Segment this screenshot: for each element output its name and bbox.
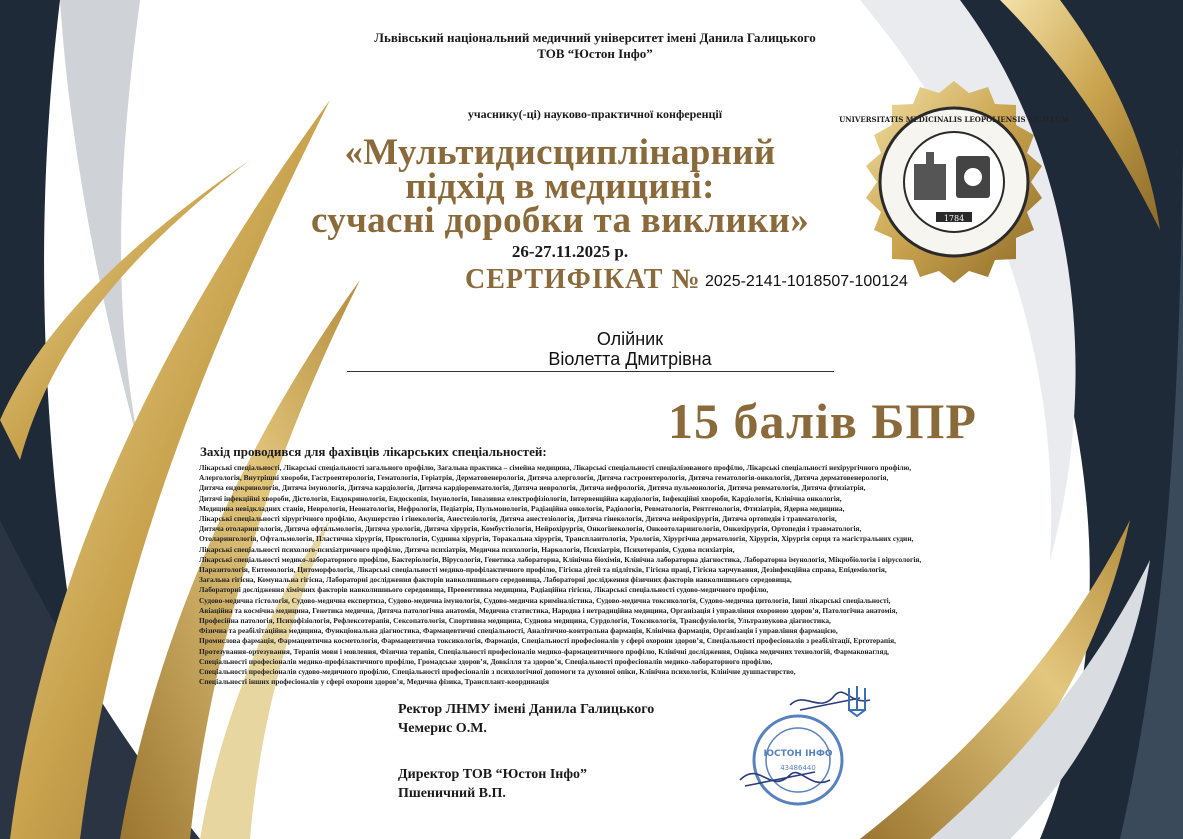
specialties-line: Протезування-ортезування, Терапія мови і мовлення, Фізична терапія, Спеціальності професіоналів медико-фармацевтичного профілю, Клінічні дослідження, Оцінка медичних технологій, Фармаконагляд, bbox=[199, 646, 890, 656]
specialties-line: Лабораторні дослідження хімічних факторів навколишнього середовища, Превентивна медицина, Радіаційна гігієна, Лікарські спеціальності судово-медичного профілю, bbox=[199, 585, 769, 595]
svg-text:UNIVERSITATIS MEDICINALIS LEOP: UNIVERSITATIS MEDICINALIS LEOPOLIENSIS SIGILLUM bbox=[839, 115, 1069, 124]
rector-block bbox=[398, 700, 654, 738]
director-block bbox=[398, 765, 587, 803]
director-name: Пшеничний В.П. bbox=[398, 786, 506, 801]
university-name: Львівський національний медичний університет імені Данила Галицького bbox=[374, 30, 816, 45]
certificate-number: 2025-2141-1018507-100124 bbox=[705, 273, 908, 290]
specialties-line: Лікарські спеціальності медико-лабораторного профілю, Бактеріологія, Вірусологія, Генетика лабораторна, Клінічна біохімія, Клінічна лабораторна діагностика, Лабораторна імунологія, Мікробіологія і вірусологія, bbox=[199, 554, 922, 564]
cpd-points: 15 балів БПР bbox=[668, 393, 977, 449]
name-underline bbox=[347, 371, 834, 372]
director-signature bbox=[740, 772, 830, 786]
specialties-line: Отоларингологія, Офтальмологія, Пластична хірургія, Проктологія, Судинна хірургія, Торакальна хірургія, Трансплантологія, Урологія, Хірургічна дерматологія, Хірургія, Хірургія серця та магістральних судин, bbox=[199, 534, 914, 544]
specialties-line: Паразитологія, Ентомологія, Цитоморфологія, Лікарські спеціальності медико-профілактичного профілю, Гігієна дітей та підлітків, Гігієна праці, Гігієна харчування, Дезінфекційна справа, Епідеміологія, bbox=[199, 565, 887, 575]
company-stamp bbox=[754, 716, 842, 804]
specialties-line: Спеціальності професіоналів судово-медичного профілю, Спеціальності професіоналів з психологічної допомоги та духовної опіки, Клінічна психологія, Клінічне душпастирство, bbox=[199, 667, 796, 677]
rector-name: Чемерис О.М. bbox=[398, 721, 487, 736]
specialties-line: Фізична та реабілітаційна медицина, Функціональна діагностика, Фармацевтичні спеціальності, Аналітично-контрольна фармація, Клінічна фармація, Організація і управління фармацією, bbox=[199, 626, 838, 636]
specialties-line: Авіаційна та космічна медицина, Генетика медична, Дитяча патологічна анатомія, Медична статистика, Народна і нетрадиційна медицина, Організація і управління охороною здоров’я, Патологічна анатомія, bbox=[199, 605, 898, 615]
specialties-line: Промислова фармація, Фармацевтична косметологія, Фармацевтична токсикологія, Фармація, Спеціальності професіоналів у сфері охорони здоров’я, Спеціальності професіоналів з реабілітації, Ерготерапія, bbox=[199, 636, 896, 646]
specialties-line: Загальна гігієна, Комунальна гігієна, Лабораторні дослідження факторів навколишнього середовища, Лабораторні дослідження фізичних факторів навколишнього середовища, bbox=[199, 575, 792, 585]
certificate-label: СЕРТИФІКАТ № bbox=[465, 264, 701, 295]
specialties-line: Дитячі інфекційні хвороби, Дієтологія, Ендокринологія, Ендоскопія, Імунологія, Інвазивна електрофізіологія, Інтервенційна кардіологія, Інфекційні хвороби, Кардіологія, Клінічна онкологія, bbox=[199, 493, 842, 503]
director-title: Директор ТОВ “Юстон Інфо” bbox=[398, 767, 588, 782]
specialties-title: Захід проводився для фахівців лікарських спеціальностей: bbox=[200, 444, 547, 459]
rector-title: Ректор ЛНМУ імені Данила Галицького bbox=[398, 702, 655, 717]
conference-title-line-3: сучасні доробки та виклики» bbox=[310, 200, 810, 241]
svg-text:ЮСТОН ІНФО: ЮСТОН ІНФО bbox=[763, 749, 833, 759]
specialties-line: Дитяча ендокринологія, Дитяча імунологія, Дитяча кардіологія, Дитяча кардіоревматологія, Дитяча неврологія, Дитяча нефрологія, Дитяча пульмонологія, Дитяча ревматологія, Дитяча фтизіатрія, bbox=[199, 483, 866, 493]
conference-title-line-1: «Мультидисциплінарний bbox=[344, 132, 776, 173]
specialties-line: Спеціальності інших професіоналів у сфері охорони здоров’я, Медична фізика, Трансплант-координація bbox=[199, 677, 549, 687]
specialties-line: Спеціальності професіоналів медико-профілактичного профілю, Громадське здоров’я, Довкілля та здоров’я, Спеціальності професіоналів медико-лабораторного профілю, bbox=[199, 656, 773, 666]
specialties-line: Лікарські спеціальності психолого-психіатричного профілю, Дитяча психіатрія, Медична психологія, Наркологія, Психіатрія, Психотерапія, Судова психіатрія, bbox=[199, 544, 735, 554]
participant-line: учаснику(-ці) науково-практичної конференції bbox=[467, 107, 723, 121]
specialties-line: Судово-медична гістологія, Судово-медична експертиза, Судово-медична імунологія, Судово-медична криміналістика, Судово-медична токсикологія, Судово-медична цитологія, Інші лікарські спеціальності, bbox=[199, 595, 891, 605]
svg-text:43486440: 43486440 bbox=[780, 764, 816, 772]
specialties-line: Професійна патологія, Психофізіологія, Рефлексотерапія, Сексопатологія, Спортивна медицина, Суднова медицина, Сурдологія, Токсикологія, Трансфузіологія, Ультразвукова діагностика, bbox=[199, 616, 831, 626]
conference-dates: 26-27.11.2025 р. bbox=[511, 242, 629, 261]
recipient-surname: Олійник bbox=[596, 329, 664, 349]
specialties-line: Дитяча отоларингологія, Дитяча офтальмологія, Дитяча урологія, Дитяча хірургія, Комбустіологія, Нейрохірургія, Онкогінекологія, Онкоотоларингологія, Онкохірургія, Ортопедія і травматологія, bbox=[199, 524, 862, 534]
specialties-line: Медицина невідкладних станів, Неврологія, Неонатологія, Нефрологія, Педіатрія, Пульмонологія, Радіаційна онкологія, Радіологія, Ревматологія, Рентгенологія, Фтизіатрія, Ядерна медицина, bbox=[199, 503, 845, 513]
svg-text:1784: 1784 bbox=[943, 214, 965, 223]
conference-title-line-2: підхід в медицині: bbox=[405, 166, 715, 207]
company-name: ТОВ “Юстон Інфо” bbox=[537, 46, 653, 61]
specialties-line: Алергологія, Внутрішні хвороби, Гастроентерологія, Гематологія, Геріатрія, Дерматовенерологія, Дитяча алергологія, Дитяча гастроентерологія, Дитяча гематологія-онкологія, Дитяча дерматовенерологія, bbox=[199, 473, 889, 483]
specialties-list bbox=[199, 463, 1039, 687]
recipient-given-names: Віолетта Дмитрівна bbox=[548, 349, 712, 369]
specialties-line: Лікарські спеціальності хірургічного профілю, Акушерство і гінекологія, Анестезіологія, Дитяча анестезіологія, Дитяча гінекологія, Дитяча нейрохірургія, Дитяча ортопедія і травматологія, bbox=[199, 514, 837, 524]
specialties-line: Лікарські спеціальності, Лікарські спеціальності загального профілю, Загальна практика – сімейна медицина, Лікарські спеціальності спеціалізованого профілю, Лікарські спеціальності нехірургічного профілю, bbox=[199, 463, 912, 472]
